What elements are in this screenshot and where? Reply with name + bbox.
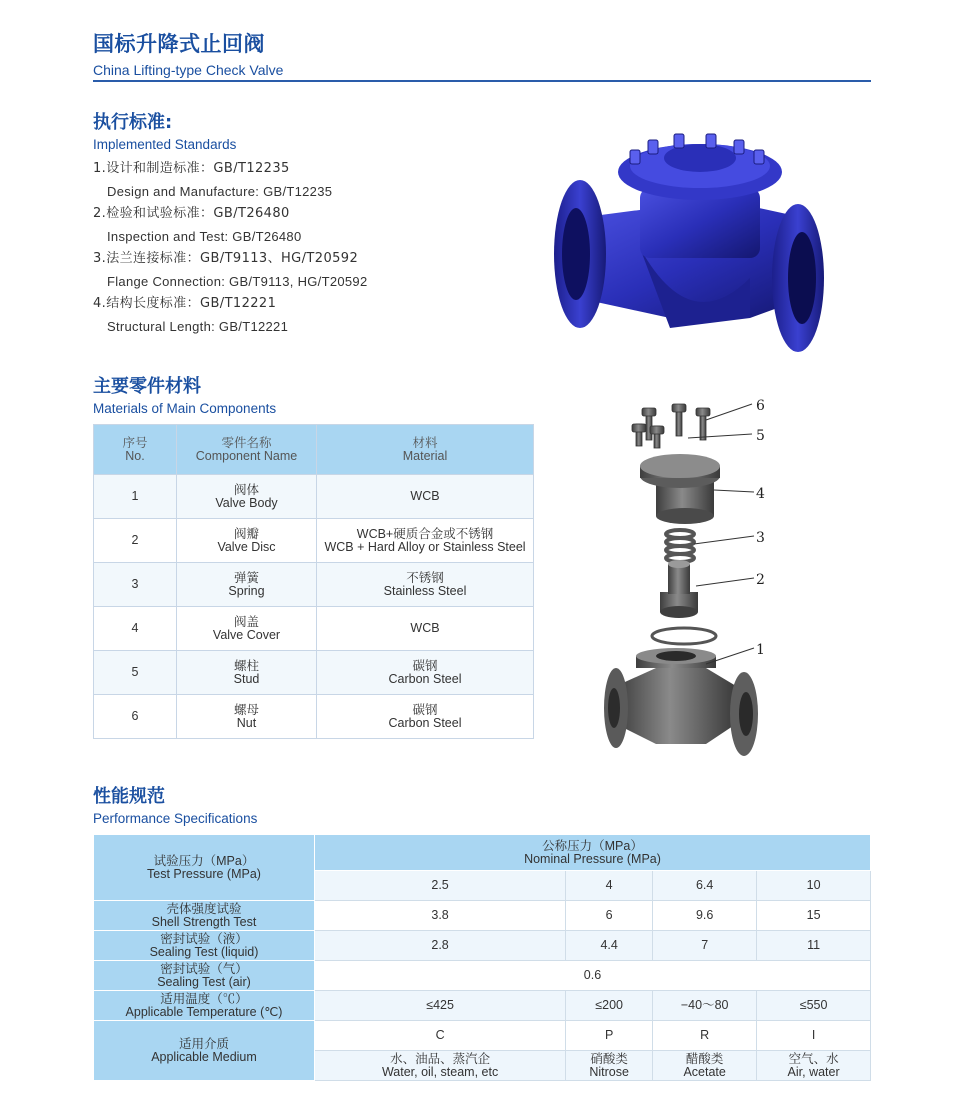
name-cn: 阀瓣 [233, 526, 259, 541]
cell-no: 6 [94, 695, 177, 739]
cell-name [177, 563, 317, 607]
label-en: Acetate [683, 1064, 726, 1079]
material-en: Carbon Steel [388, 715, 462, 730]
label-cn: 适用介质 [178, 1036, 229, 1051]
bolts-nuts-group [632, 404, 710, 448]
label-en: Nitrose [589, 1064, 629, 1079]
name-en: Nut [236, 715, 257, 730]
performance-heading-cn: 性能规范 [93, 786, 165, 807]
cell-material [317, 519, 534, 563]
column-header-name [177, 425, 317, 475]
cell-value: ≤200 [566, 991, 653, 1021]
label-cn: 公称压力（MPa） [542, 838, 643, 853]
label-en: Applicable Temperature (℃) [125, 1004, 283, 1019]
column-header-material [317, 425, 534, 475]
material-en: WCB + Hard Alloy or Stainless Steel [324, 539, 526, 554]
standard-en: Structural Length: GB/T12221 [107, 318, 289, 334]
label-cn: 醋酸类 [685, 1051, 724, 1066]
cell-value: 3.8 [315, 901, 566, 931]
column-en: Component Name [195, 448, 298, 463]
pn-value: 4 [566, 871, 653, 901]
valve-cover-part [640, 454, 720, 524]
table-row [94, 651, 534, 695]
name-en: Spring [228, 583, 265, 598]
column-cn: 零件名称 [221, 435, 272, 450]
label-en: Shell Strength Test [151, 914, 257, 929]
cell-material [317, 607, 534, 651]
name-en: Valve Disc [217, 539, 276, 554]
cell-value: 2.8 [315, 931, 566, 961]
table-row [94, 475, 534, 519]
label-en: Test Pressure (MPa) [147, 866, 261, 881]
cell-no: 4 [94, 607, 177, 651]
standards-list [93, 158, 513, 338]
standard-cn: 1.设计和制造标准：GB/T12235 [93, 161, 290, 176]
materials-table [93, 424, 534, 739]
medium-code: C [315, 1021, 566, 1051]
name-cn: 弹簧 [233, 570, 259, 585]
material-cn: WCB+硬质合金或不锈钢 [356, 526, 494, 541]
cell-value: 7 [653, 931, 757, 961]
table-row [94, 563, 534, 607]
medium-code: I [757, 1021, 871, 1051]
cell-material [317, 695, 534, 739]
material-en: WCB [410, 489, 440, 503]
medium-item [566, 1051, 653, 1081]
standard-en: Design and Manufacture: GB/T12235 [107, 183, 333, 199]
label-en: Water, oil, steam, etc [381, 1064, 499, 1079]
cell-name [177, 695, 317, 739]
cell-material [317, 475, 534, 519]
diagram-label-1: 1 [756, 642, 765, 658]
gasket-ring [652, 628, 716, 644]
header-divider [93, 80, 871, 82]
table-row [94, 835, 871, 871]
page-header [93, 28, 871, 78]
diagram-label-6: 6 [756, 398, 765, 414]
materials-heading-cn: 主要零件材料 [93, 376, 201, 397]
table-row [94, 991, 871, 1021]
standards-heading [93, 108, 236, 152]
material-en: WCB [410, 621, 440, 635]
label-en: Sealing Test (air) [157, 974, 251, 989]
name-cn: 螺母 [233, 702, 259, 717]
materials-heading [93, 372, 276, 416]
name-en: Valve Body [215, 495, 278, 510]
sealing-air-label [94, 961, 315, 991]
sealing-liquid-label [94, 931, 315, 961]
exploded-view-diagram [596, 394, 776, 766]
diagram-label-4: 4 [756, 486, 765, 502]
name-cn: 螺柱 [233, 658, 259, 673]
standard-item [93, 293, 513, 338]
page-title: 国标升降式止回阀 [93, 32, 265, 56]
shell-strength-label [94, 901, 315, 931]
cell-value: ≤550 [757, 991, 871, 1021]
label-cn: 适用温度（℃） [160, 991, 248, 1006]
standard-item [93, 248, 513, 293]
medium-code: R [653, 1021, 757, 1051]
material-en: Stainless Steel [383, 583, 467, 598]
valve-disc-part [660, 560, 698, 618]
label-en: Nominal Pressure (MPa) [524, 851, 661, 866]
cell-value: ≤425 [315, 991, 566, 1021]
cell-name [177, 607, 317, 651]
medium-code: P [566, 1021, 653, 1051]
cell-material [317, 651, 534, 695]
table-header-row [94, 425, 534, 475]
label-cn: 空气、水 [788, 1051, 839, 1066]
material-cn: 不锈钢 [406, 570, 444, 585]
cell-no: 5 [94, 651, 177, 695]
name-cn: 阀盖 [233, 614, 259, 629]
cell-value: 4.4 [566, 931, 653, 961]
performance-heading-en: Performance Specifications [93, 811, 258, 826]
cell-no: 1 [94, 475, 177, 519]
cell-no: 2 [94, 519, 177, 563]
label-en: Applicable Medium [151, 1049, 257, 1064]
performance-heading [93, 782, 257, 826]
label-cn: 密封试验（液） [160, 931, 248, 946]
check-valve-illustration [550, 128, 830, 360]
column-en: Material [402, 448, 448, 463]
table-row [94, 961, 871, 991]
label-cn: 硝酸类 [590, 1051, 628, 1066]
cell-value: 11 [757, 931, 871, 961]
leader-lines [688, 404, 754, 664]
diagram-label-2: 2 [756, 572, 765, 588]
diagram-label-3: 3 [756, 530, 765, 546]
pn-value: 10 [757, 871, 871, 901]
spring-part [666, 530, 694, 562]
standard-item [93, 203, 513, 248]
standard-en: Flange Connection: GB/T9113, HG/T20592 [107, 273, 368, 289]
medium-item [653, 1051, 757, 1081]
standard-cn: 4.结构长度标准：GB/T12221 [93, 296, 277, 311]
nominal-pressure-header [315, 835, 871, 871]
label-en: Air, water [787, 1064, 840, 1079]
table-row [94, 1021, 871, 1051]
standard-cn: 2.检验和试验标准：GB/T26480 [93, 206, 290, 221]
standard-cn: 3.法兰连接标准：GB/T9113、HG/T20592 [93, 251, 359, 266]
cell-value: 6 [566, 901, 653, 931]
standards-heading-en: Implemented Standards [93, 137, 237, 152]
standard-item [93, 158, 513, 203]
label-en: Sealing Test (liquid) [149, 944, 259, 959]
label-cn: 水、油品、蒸汽企 [390, 1051, 491, 1066]
cell-no: 3 [94, 563, 177, 607]
cell-name [177, 475, 317, 519]
table-row [94, 931, 871, 961]
material-en: Carbon Steel [388, 671, 462, 686]
diagram-label-5: 5 [756, 428, 765, 444]
medium-item [757, 1051, 871, 1081]
table-row [94, 901, 871, 931]
label-cn: 密封试验（气） [160, 961, 248, 976]
label-cn: 试验压力（MPa） [153, 853, 255, 868]
medium-item [315, 1051, 566, 1081]
pn-value: 6.4 [653, 871, 757, 901]
temperature-label [94, 991, 315, 1021]
materials-heading-en: Materials of Main Components [93, 401, 277, 416]
table-row [94, 607, 534, 651]
column-header-no [94, 425, 177, 475]
name-cn: 阀体 [233, 482, 259, 497]
column-cn: 材料 [412, 435, 438, 450]
standards-heading-cn: 执行标准: [93, 112, 173, 133]
name-en: Stud [233, 671, 260, 686]
standard-en: Inspection and Test: GB/T26480 [107, 228, 302, 244]
cell-value: 9.6 [653, 901, 757, 931]
label-cn: 壳体强度试验 [166, 901, 242, 916]
cell-value: −40～80 [653, 991, 757, 1021]
column-en: No. [125, 448, 145, 463]
page-subtitle: China Lifting-type Check Valve [93, 62, 284, 78]
medium-label [94, 1021, 315, 1081]
cell-value: 0.6 [315, 961, 871, 991]
material-cn: 碳钢 [412, 658, 438, 673]
performance-table [93, 834, 871, 1081]
cell-value: 15 [757, 901, 871, 931]
name-en: Valve Cover [212, 627, 281, 642]
cell-material [317, 563, 534, 607]
test-pressure-label [94, 835, 315, 901]
cell-name [177, 651, 317, 695]
cell-name [177, 519, 317, 563]
table-row [94, 519, 534, 563]
material-cn: 碳钢 [412, 702, 438, 717]
valve-body-part [604, 648, 758, 756]
table-row [94, 695, 534, 739]
column-cn: 序号 [122, 435, 148, 450]
pn-value: 2.5 [315, 871, 566, 901]
